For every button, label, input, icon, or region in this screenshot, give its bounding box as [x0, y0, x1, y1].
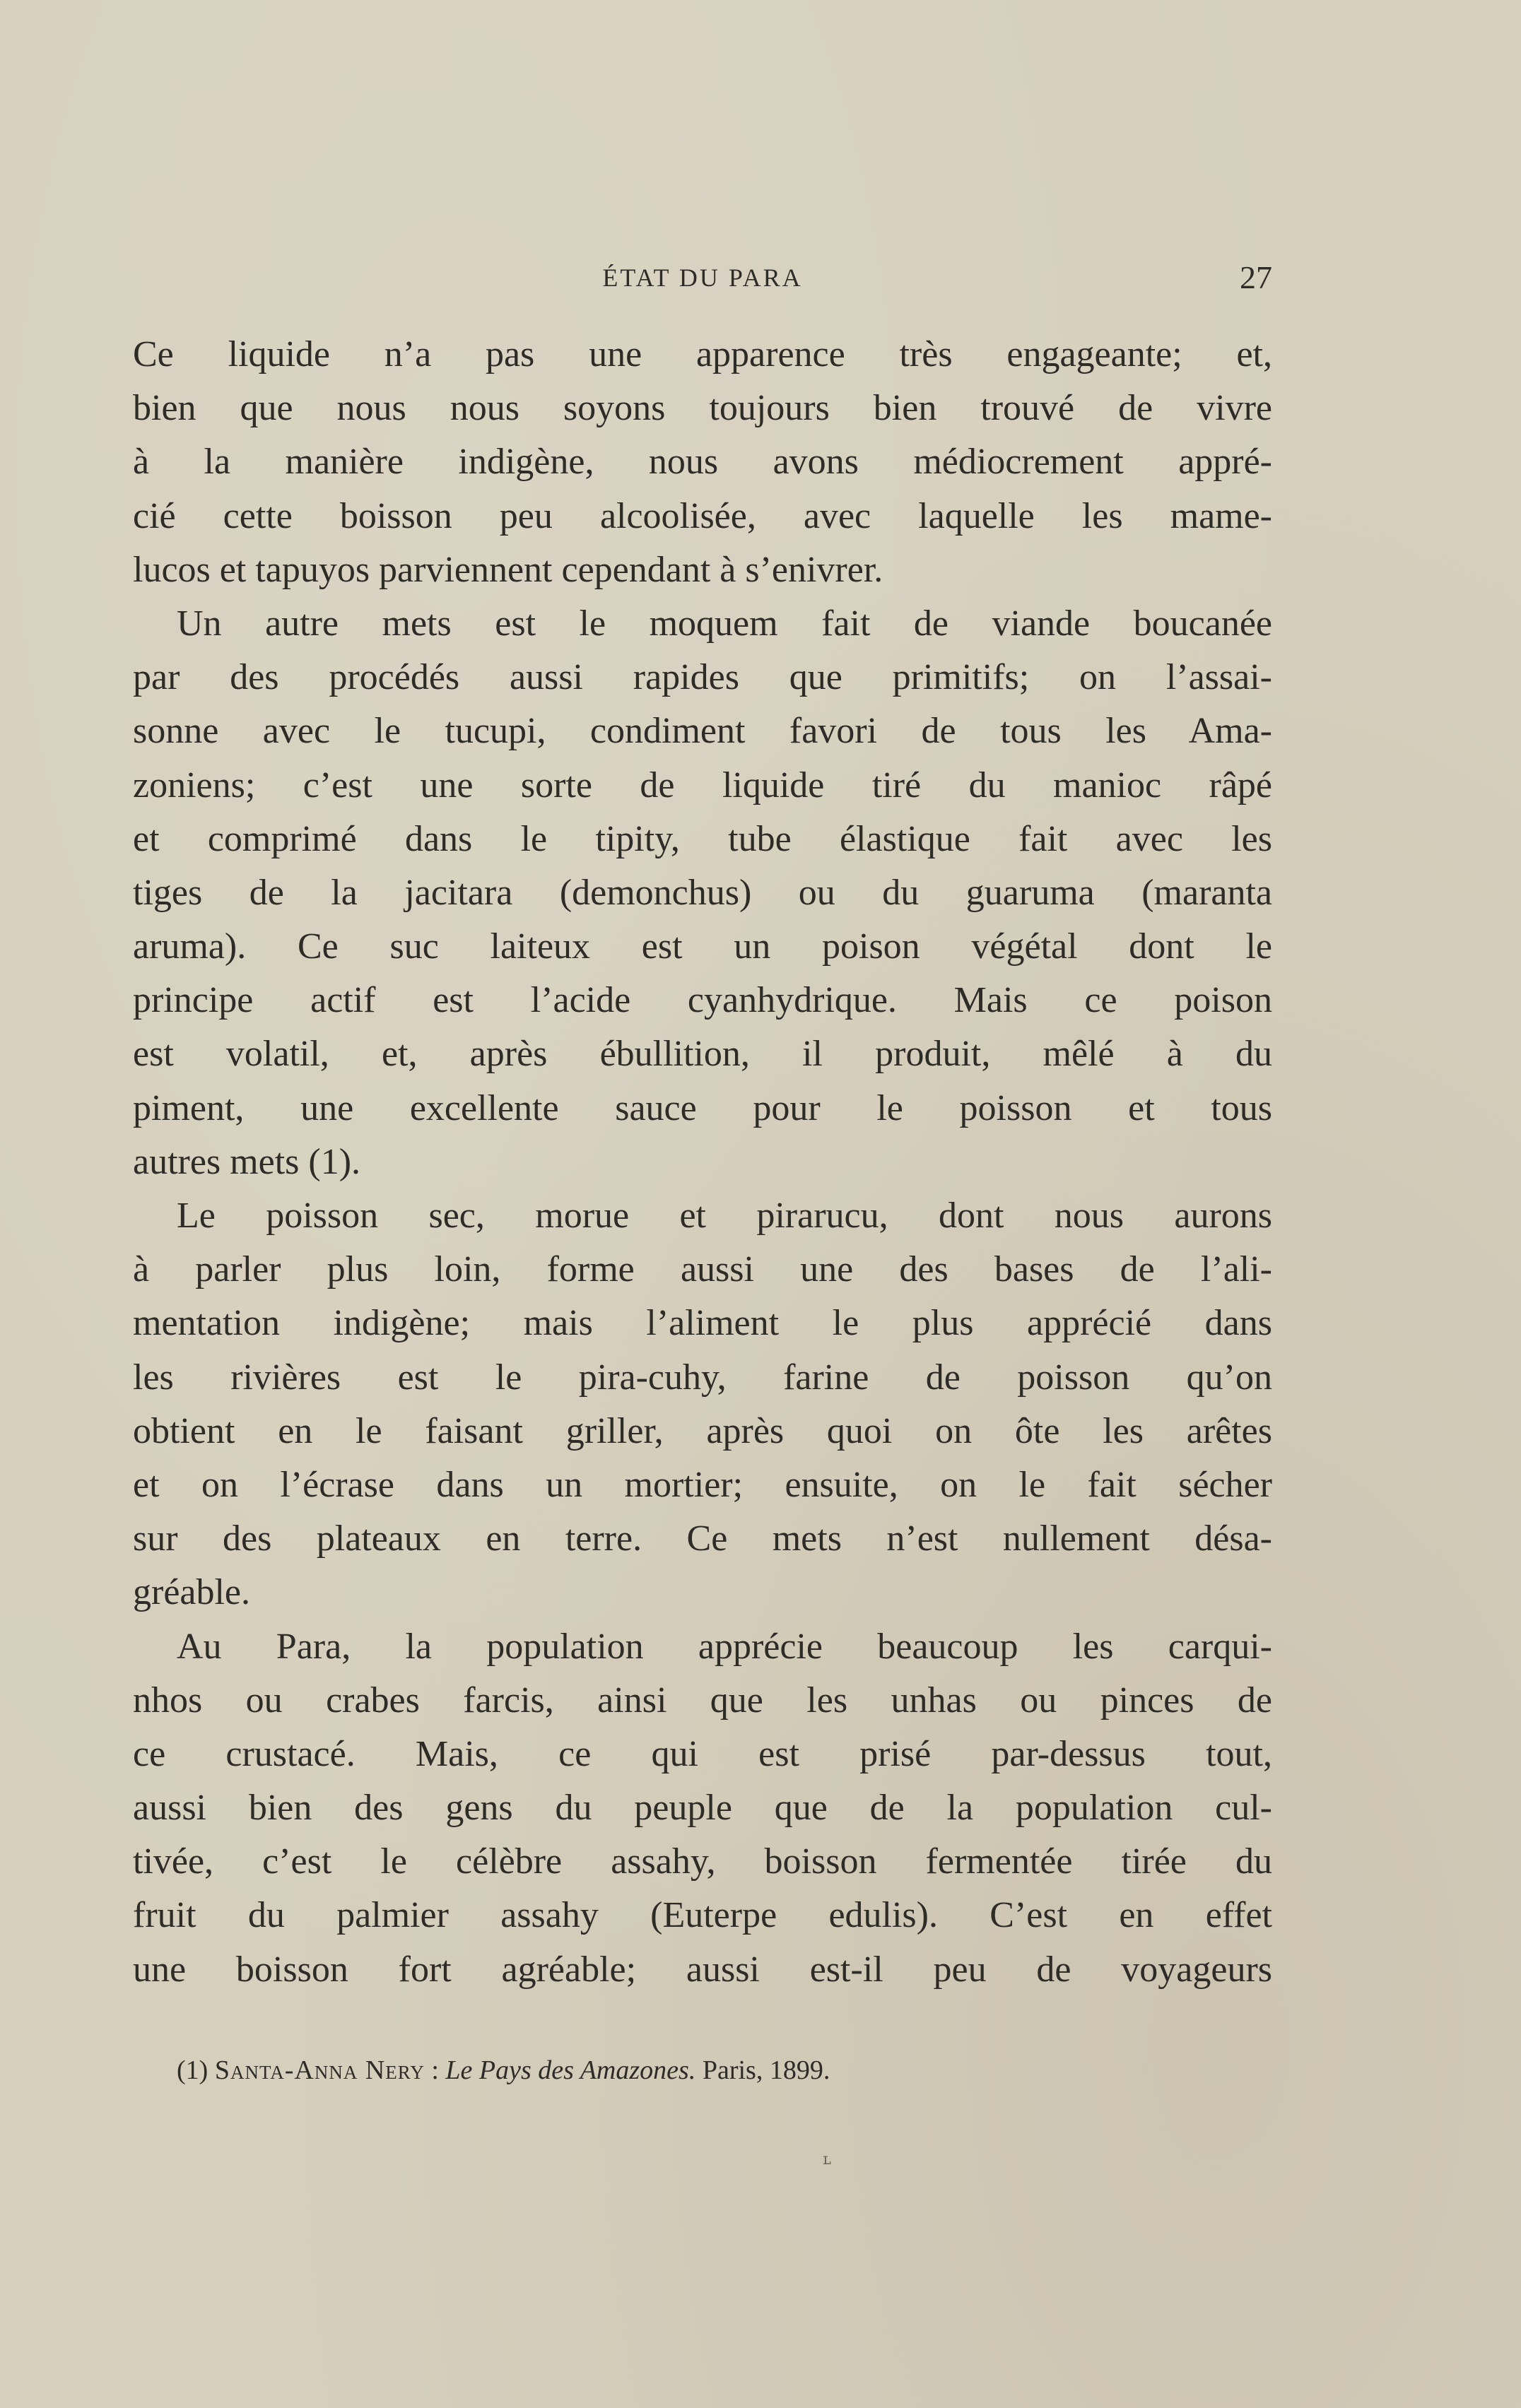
footnote-separator: :: [431, 2055, 439, 2085]
text-line: tiges de la jacitara (demonchus) ou du guaruma (maranta: [133, 872, 1272, 913]
text-line: une boisson fort agréable; aussi est-il peu de voyageurs: [133, 1949, 1272, 1990]
text-line: ce crustacé. Mais, ce qui est prisé par-dessus tout,: [133, 1733, 1272, 1774]
text-line: sonne avec le tucupi, condiment favori de tous les Ama-: [133, 711, 1272, 752]
running-title: ÉTAT DU PARA: [602, 264, 803, 292]
text-line: par des procédés aussi rapides que primitifs; on l’assai-: [133, 657, 1272, 698]
text-line: mentation indigène; mais l’aliment le plus apprécié dans: [133, 1303, 1272, 1344]
paragraph-start-line: Le poisson sec, morue et pirarucu, dont nous aurons: [177, 1196, 1272, 1236]
footnote-marker: (1): [177, 2055, 209, 2085]
paragraph-start-line: Un autre mets est le moquem fait de viande boucanée: [177, 603, 1272, 644]
footnote: [177, 2055, 830, 2086]
text-line: principe actif est l’acide cyanhydrique. Mais ce poison: [133, 980, 1272, 1021]
text-line: Ce liquide n’a pas une apparence très engageante; et,: [133, 334, 1272, 374]
running-head: [133, 259, 1272, 305]
text-line: gréable.: [133, 1572, 251, 1613]
page-mark: ʟ: [823, 2151, 831, 2168]
text-line: zoniens; c’est une sorte de liquide tiré du manioc râpé: [133, 765, 1272, 805]
text-line: piment, une excellente sauce pour le poisson et tous: [133, 1087, 1272, 1128]
text-line: lucos et tapuyos parviennent cependant à s’enivrer.: [133, 549, 883, 590]
text-line: cié cette boisson peu alcoolisée, avec laquelle les mame-: [133, 495, 1272, 536]
text-line: et on l’écrase dans un mortier; ensuite, on le fait sécher: [133, 1464, 1272, 1505]
footnote-place-year: Paris, 1899.: [702, 2055, 830, 2085]
text-line: aussi bien des gens du peuple que de la population cul-: [133, 1788, 1272, 1829]
text-line: nhos ou crabes farcis, ainsi que les unhas ou pinces de: [133, 1680, 1272, 1721]
text-line: bien que nous nous soyons toujours bien trouvé de vivre: [133, 388, 1272, 429]
text-line: est volatil, et, après ébullition, il produit, mêlé à du: [133, 1034, 1272, 1075]
text-line: aruma). Ce suc laiteux est un poison végétal dont le: [133, 926, 1272, 967]
text-line: les rivières est le pira-cuhy, farine de poisson qu’on: [133, 1357, 1272, 1398]
text-line: à parler plus loin, forme aussi une des bases de l’ali-: [133, 1249, 1272, 1290]
text-line: et comprimé dans le tipity, tube élastique fait avec les: [133, 818, 1272, 859]
text-line: tivée, c’est le célèbre assahy, boisson fermentée tirée du: [133, 1841, 1272, 1882]
text-line: à la manière indigène, nous avons médiocrement appré-: [133, 442, 1272, 483]
footnote-author: Santa-Anna Nery: [214, 2055, 425, 2085]
page-number: 27: [1240, 259, 1272, 295]
body-text: [133, 328, 1272, 1997]
footnote-title: Le Pays des Amazones.: [445, 2055, 696, 2085]
text-line: autres mets (1).: [133, 1141, 361, 1182]
text-line: fruit du palmier assahy (Euterpe edulis). C’est en effet: [133, 1895, 1272, 1936]
text-line: sur des plateaux en terre. Ce mets n’est nullement désa-: [133, 1518, 1272, 1559]
paragraph-start-line: Au Para, la population apprécie beaucoup les carqui-: [177, 1626, 1272, 1667]
text-line: obtient en le faisant griller, après quoi on ôte les arêtes: [133, 1410, 1272, 1451]
